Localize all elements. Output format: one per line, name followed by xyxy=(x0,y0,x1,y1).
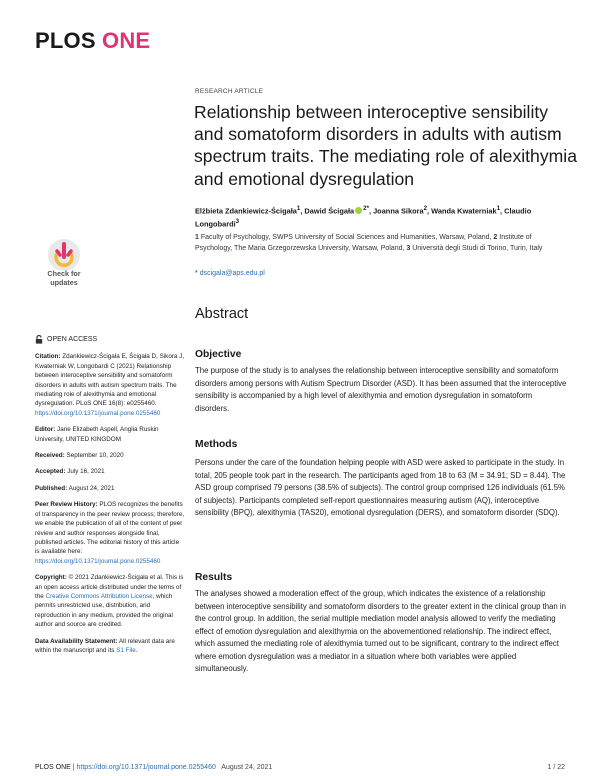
editor-block: Editor: Jane Elizabeth Aspell, Anglia Ruskin University, UNITED KINGDOM xyxy=(35,426,159,443)
author-affiliation-mark: 2 xyxy=(363,205,367,212)
footer-doi-link[interactable]: https://doi.org/10.1371/journal.pone.0255460 xyxy=(76,764,216,771)
author-affiliation-mark: 2 xyxy=(423,205,428,212)
citation-block: Citation: Zdankiewicz-Ścigała E, Ścigała D, Sikora J, Kwaterniak W, Longobardi C (2021) Relationship between interoceptive sensibility and somatoform disorders in adults with autism spectrum traits. The mediating role of alexithymia and emotional dysregulation. PLoS ONE 16(8): e0255460. https://doi.org/10.1371/journal.pone.0255460 xyxy=(35,353,185,417)
journal-logo xyxy=(35,28,150,54)
author-name: , Joanna Sikora xyxy=(368,206,424,216)
results-body: The analyses showed a moderation effect of the group, which indicates the existence of a relationship between interoceptive sensibility and somatoform disorders to the greater extent in the clinical group than in the control group. In addition, the serial multiple mediation model analysis allowed to verify the mediating effect of emotion dysregulation and alexithymia on the abovementioned relationship. The indirect effect, which assumed the mediating role of alexithymia turned out to be significant, contrary to the indirect effect where emotion dysregulation was a mediator in a situation where both variables were applied simultaneously. xyxy=(195,589,566,673)
logo-one: ONE xyxy=(102,28,151,53)
author-name: , Dawid Ścigała xyxy=(300,206,355,216)
affiliations xyxy=(195,233,565,254)
results-heading: Results xyxy=(195,572,233,583)
author-affiliation-mark: 3 xyxy=(235,218,240,226)
check-for-updates-badge[interactable] xyxy=(38,239,90,291)
corresponding-mark: * xyxy=(366,205,369,212)
orcid-icon[interactable] xyxy=(355,207,362,214)
footer-journal: PLOS ONE xyxy=(35,764,71,771)
accepted-date: Accepted: July 16, 2021 xyxy=(35,468,105,476)
affiliation-number: 2 xyxy=(493,234,498,241)
peer-review-link[interactable]: https://doi.org/10.1371/journal.pone.0255460 xyxy=(35,557,161,565)
supplementary-file-link[interactable]: S1 File xyxy=(116,646,136,654)
article-info-sidebar xyxy=(35,335,185,662)
check-for-updates-label: Check for updates xyxy=(47,269,81,287)
check-for-updates-icon xyxy=(48,239,80,271)
logo-plos: PLOS xyxy=(35,28,96,53)
affiliation-number: 3 xyxy=(406,244,411,252)
correspondence xyxy=(195,270,265,277)
author-affiliation-mark: 1 xyxy=(496,205,501,212)
author-name: Elżbieta Zdankiewicz-Ścigała xyxy=(195,206,297,216)
page-number: 1 / 22 xyxy=(547,764,565,771)
open-lock-icon xyxy=(35,335,43,344)
data-availability-block: Data Availability Statement: All relevant data are within the manuscript and its S1 File. xyxy=(35,637,175,654)
author-name: , Wanda Kwaterniak xyxy=(427,206,497,216)
affiliation-text: Faculty of Psychology, SWPS University of Social Sciences and Humanities, Warsaw, Poland, xyxy=(198,234,494,241)
correspondence-email-link[interactable]: dscigala@aps.edu.pl xyxy=(199,270,265,277)
affiliation-text: Università degli Studi di Torino, Turin, Italy xyxy=(410,244,543,252)
methods-body: Persons under the care of the foundation helping people with ASD were asked to participate in the study. In total, 205 people took part in the research. The participants aged from 18 to 63 (M = 34.91; SD = 8.44). The ASD group comprised 79 persons (38.5% of subjects). The control group comprised 126 individuals (61.5% of subjects). Participants completed self-report questionnaires measuring autism (AQ), interoceptive sensibility (BPQ), alexithymia (TAS20), emotional dysregulation (DERS), and somatoform disorder (SDQ). xyxy=(195,458,566,517)
license-link[interactable]: Creative Commons Attribution License xyxy=(45,592,153,600)
author-affiliation-mark: 1 xyxy=(296,205,301,212)
article-title: Relationship between interoceptive sensibility and somatoform disorders in adults with autism spectrum traits. The mediating role of alexithymia and emotional dysregulation xyxy=(194,102,577,189)
affiliation-text: Institute of Psychology, The Maria Grzegorzewska University, Warsaw, Poland, xyxy=(195,234,532,252)
abstract-heading: Abstract xyxy=(195,306,249,322)
corresponding-marker: * xyxy=(195,270,198,277)
published-date: Published: August 24, 2021 xyxy=(35,484,115,492)
objective-body: The purpose of the study is to analyses the relationship between interoceptive sensibility and somatoform disorders among persons with Autism Spectrum Disorder (ASD). It has been assumed that the interoceptive sensibility is accompanied by a high level of alexithymia and emotion dysregulation in somatoform disorders. xyxy=(195,366,567,413)
copyright-block: Copyright: © 2021 Zdankiewicz-Ścigała et al. This is an open access article distributed under the terms of the Creative Commons Attribution License, which permits unrestricted use, distribution, and reproduction in any medium, provided the original author and source are credited. xyxy=(35,574,184,629)
received-date: Received: September 10, 2020 xyxy=(35,452,124,460)
footer-date: August 24, 2021 xyxy=(215,764,273,771)
author-name: , Claudio Longobardi xyxy=(195,206,532,229)
citation-doi-link[interactable]: https://doi.org/10.1371/journal.pone.0255460 xyxy=(35,409,161,417)
methods-heading: Methods xyxy=(195,439,238,450)
affiliation-number: 1 xyxy=(195,234,199,241)
author-list xyxy=(195,204,575,231)
page-footer: PLOS ONE | https://doi.org/10.1371/journal.pone.0255460 August 24, 2021 1 / 22 xyxy=(35,764,565,771)
open-access-label: OPEN ACCESS xyxy=(35,335,185,344)
peer-review-block: Peer Review History: PLOS recognizes the benefits of transparency in the peer review process; therefore, we enable the publication of all of the content of peer review and author responses alongside final, published articles. The editorial history of this article is available here: https://doi.org/10.1371/journal.pone.0255460 xyxy=(35,501,185,565)
article-type: RESEARCH ARTICLE xyxy=(195,88,264,95)
objective-heading: Objective xyxy=(195,349,242,360)
